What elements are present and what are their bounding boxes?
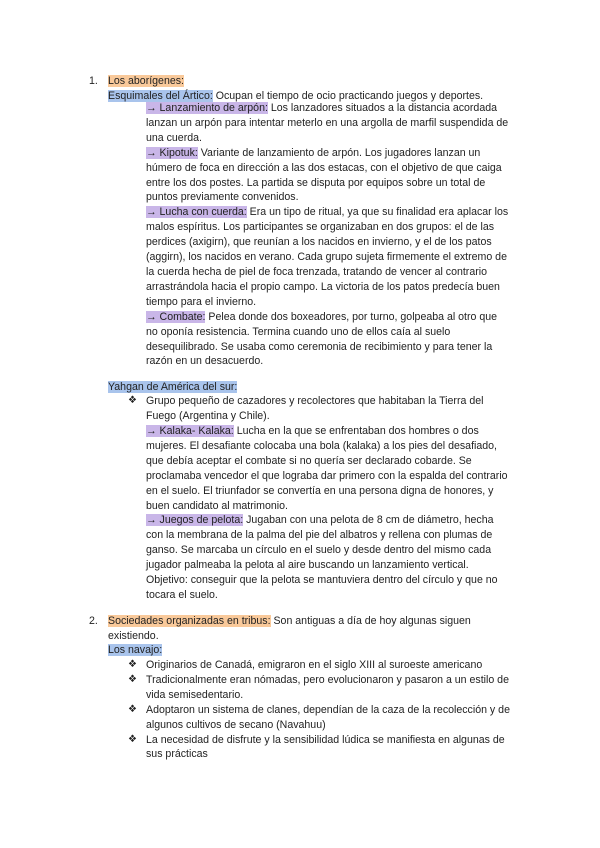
list-item-text: sus prácticas	[146, 748, 208, 761]
game-text-line: Jugaban con una pelota de 8 cm de diámetro, hecha	[243, 514, 494, 527]
game-harpoon	[146, 101, 536, 146]
yahgan-label: Yahgan de América del sur:	[108, 381, 238, 393]
navajo-label: Los navajo:	[108, 644, 163, 656]
game-text-line: no oponía resistencia. Termina cuando uno de ellos caía al suelo	[146, 325, 451, 338]
section-2-title: Sociedades organizadas en tribus:	[108, 615, 271, 627]
game-label: → Juegos de pelota:	[146, 514, 244, 527]
game-label: → Kipotuk:	[146, 146, 198, 159]
game-text-line: jugador palmeaba la pelota al aire buscando un lanzamiento vertical.	[146, 559, 469, 572]
game-ball	[146, 513, 536, 602]
section-2-text: Son antiguas a día de hoy algunas siguen	[270, 615, 471, 627]
game-text-line: desequilibrado. Se usaba como ceremonia de recibimiento y para tener la	[146, 340, 493, 353]
yahgan-intro-line: Fuego (Argentina y Chile).	[146, 409, 270, 422]
list-item	[128, 673, 538, 703]
navajo-heading	[108, 643, 528, 658]
game-text-line: lanzan un arpón para intentar meterlo en una argolla de marfil suspendida de	[146, 116, 509, 129]
game-text-line: la cuerda hecha de piel de foca trenzada, tratando de vencer al contrario	[146, 265, 487, 278]
game-label: → Kalaka- Kalaka:	[146, 425, 234, 437]
inuit-text: Ocupan el tiempo de ocio practicando juegos y deportes.	[212, 90, 484, 102]
navajo-list	[128, 658, 538, 762]
section-1-title: Los aborígenes:	[108, 75, 184, 87]
game-combat	[146, 310, 536, 370]
diamond-bullet-icon: ❖	[128, 733, 137, 745]
game-text-line: entre los dos postes. La partida se disputa por equipos sobre un total de	[146, 176, 486, 189]
game-label: → Combate:	[146, 310, 206, 323]
game-rope-fight	[146, 205, 536, 309]
section-2-heading	[89, 614, 529, 644]
game-text-line: una cuerda.	[146, 131, 202, 144]
list-item	[128, 658, 538, 673]
list-item-text: La necesidad de disfrute y la sensibilidad lúdica se manifiesta en algunas de	[146, 733, 505, 746]
game-text-line: perdices (axigirn), que reunían a los nacidos en invierno, y el de los patos	[146, 236, 492, 249]
game-label: → Lanzamiento de arpón:	[146, 102, 268, 114]
section-2-number: 2.	[89, 615, 98, 627]
list-item-text: algunos cultivos de secano (Navahuu)	[146, 718, 326, 731]
game-kipotuk	[146, 146, 536, 206]
list-item-text: Adoptaron un sistema de clanes, dependían de la caza de la recolección y de	[146, 703, 510, 716]
game-text-line: arrastrándola hacia el propio campo. La victoria de los patos predecía buen	[146, 280, 500, 293]
diamond-bullet-icon: ❖	[128, 673, 137, 685]
game-text-line: Pelea donde dos boxeadores, por turno, golpeaba al otro que	[205, 310, 498, 323]
yahgan-heading	[108, 380, 528, 395]
diamond-bullet-icon: ❖	[128, 659, 137, 670]
game-text-line: (aggirn), los nacidos en verano. Cada grupo sujeta firmemente el extremo de	[146, 251, 507, 264]
game-text-line: con la membrana de la palma del pie del albatros y rellena con plumas de	[146, 529, 493, 542]
diamond-bullet-icon: ❖	[128, 395, 137, 406]
section-2-text-line2: existiendo.	[108, 629, 159, 642]
game-text-line: Variante de lanzamiento de arpón. Los jugadores lanzan un	[197, 146, 481, 159]
section-1-heading	[89, 74, 509, 89]
section-1-number: 1.	[89, 75, 98, 87]
game-text-line: que debía aceptar el combate si no quería ser declarado cobarde. Se	[146, 454, 472, 467]
yahgan-intro-line: Grupo pequeño de cazadores y recolectores que habitaban la Tierra del	[146, 395, 484, 407]
yahgan-intro	[128, 394, 538, 424]
list-item	[128, 703, 538, 733]
diamond-bullet-icon: ❖	[128, 703, 137, 715]
game-text-line: Los lanzadores situados a la distancia acordada	[267, 102, 497, 114]
game-text-line: tiempo para el invierno.	[146, 295, 257, 308]
list-item	[128, 733, 538, 763]
game-text-line: Lucha en la que se enfrentaban dos hombres o dos	[233, 425, 479, 437]
list-item-text: vida semisedentario.	[146, 688, 244, 701]
game-text-line: en el suelo. El triunfador se convertía en una persona digna de honores, y	[146, 484, 494, 497]
list-item-text: Originarios de Canadá, emigraron en el siglo XIII al suroeste americano	[146, 659, 483, 671]
game-text-line: malos espíritus. Los participantes se organizaban en dos grupos: el de las	[146, 221, 495, 234]
game-label: → Lucha con cuerda:	[146, 206, 247, 219]
game-text-line: buen candidato al matrimonio.	[146, 499, 288, 512]
game-text-line: Era un tipo de ritual, ya que su finalidad era aplacar los	[246, 206, 509, 219]
game-kalaka	[146, 424, 536, 513]
game-text-line: proclamaba vencedor el que lograba dar primero con la espalda del contrario	[146, 469, 508, 482]
game-text-line: puntos previamente convenidos.	[146, 191, 299, 204]
game-text-line: razón en un desacuerdo.	[146, 355, 264, 368]
game-text-line: Objetivo: conseguir que la pelota se mantuviera dentro del círculo y que no	[146, 574, 498, 587]
game-text-line: húmero de foca en dirección a las dos estacas, con el objetivo de que caiga	[146, 161, 502, 174]
game-text-line: ganso. Se marcaba un círculo en el suelo y desde dentro del mismo cada	[146, 544, 492, 557]
inuit-games	[146, 101, 536, 369]
game-text-line: mujeres. El desafiante colocaba una bola (kalaka) a los pies del desafiado,	[146, 439, 497, 452]
inuit-label: Esquimales del Ártico:	[108, 90, 213, 102]
yahgan-games	[146, 424, 536, 603]
game-text-line: tocara el suelo.	[146, 588, 218, 601]
list-item-text: Tradicionalmente eran nómadas, pero evolucionaron y pasaron a un estilo de	[146, 673, 509, 686]
